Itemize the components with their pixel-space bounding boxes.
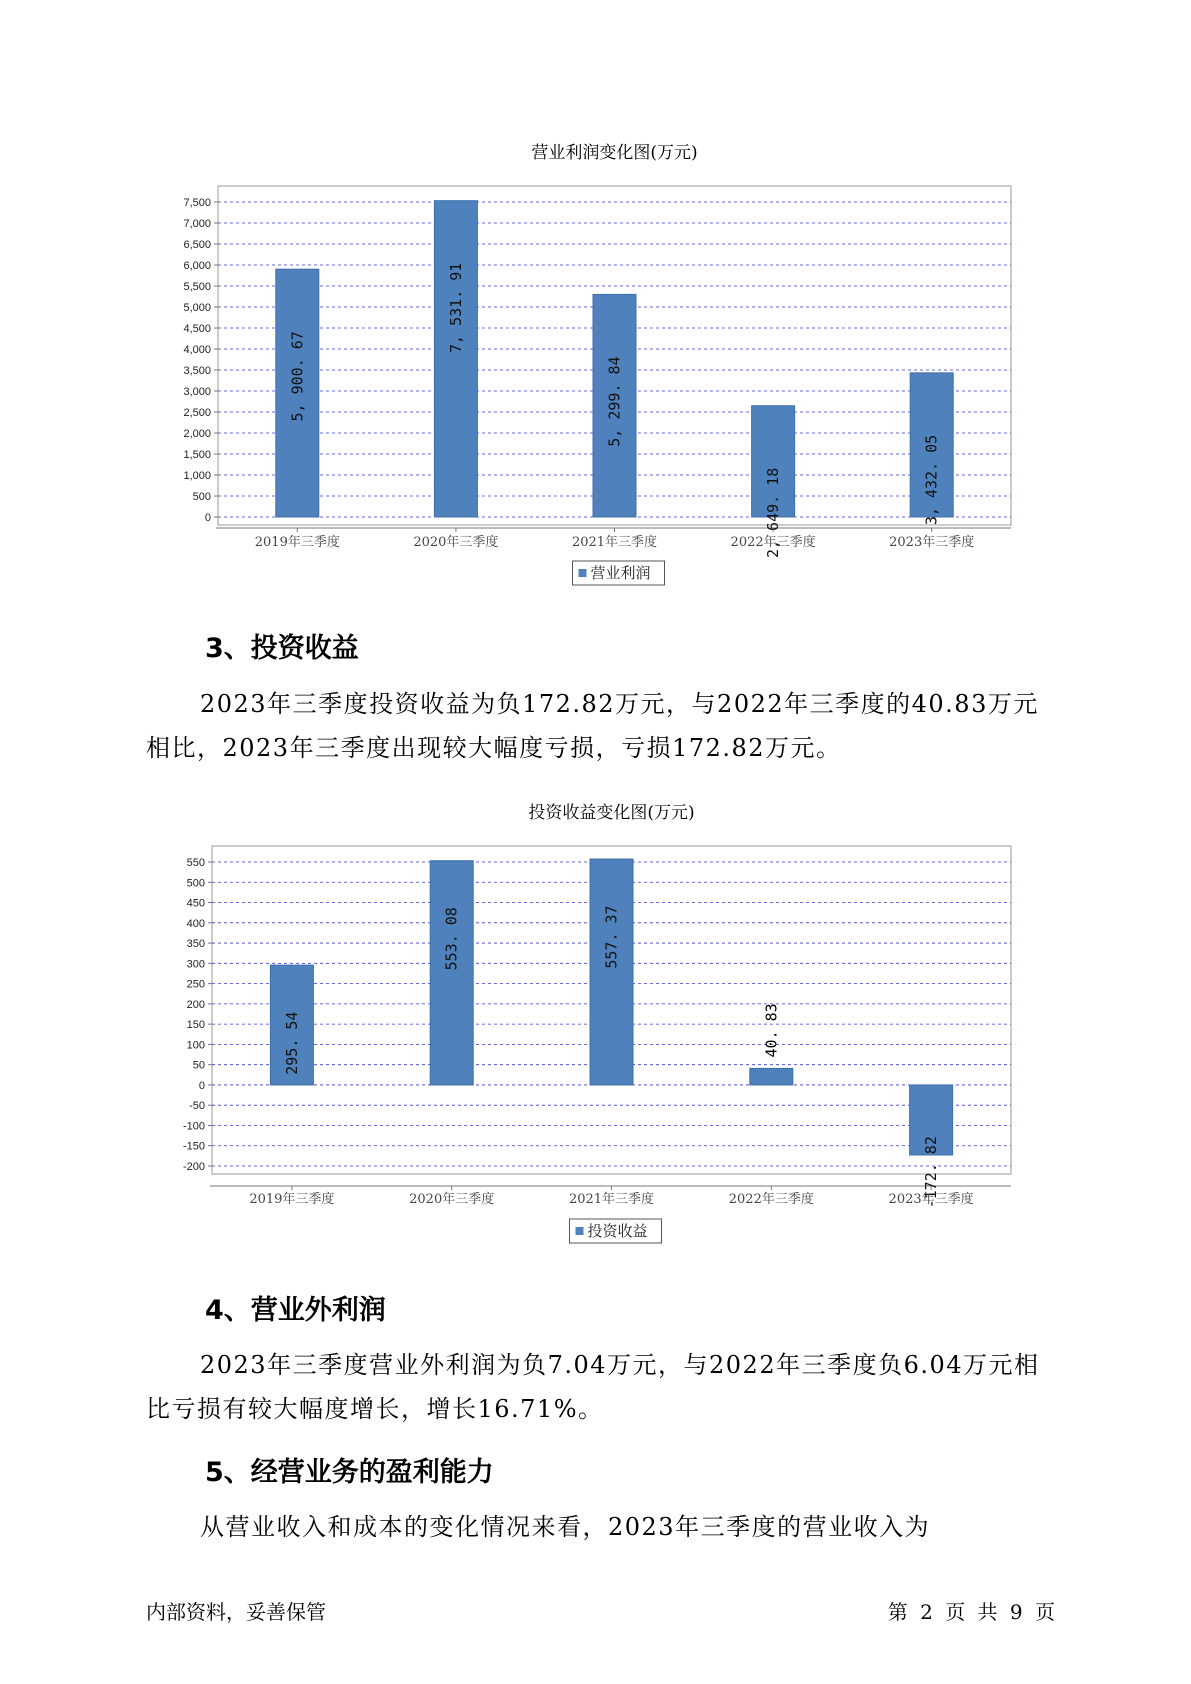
data-label: 557. 37 — [602, 905, 621, 969]
y-tick-label: 550 — [186, 857, 205, 869]
legend-label: 营业利润 — [590, 564, 651, 582]
x-tick-label: 2020年三季度 — [413, 535, 499, 550]
y-tick-label: 300 — [186, 958, 205, 971]
y-tick-label: 4,500 — [183, 323, 211, 335]
data-label: 553. 08 — [442, 907, 461, 971]
section-heading-investment-income: 3、投资收益 — [205, 633, 359, 664]
y-tick-label: 2,500 — [183, 407, 211, 419]
y-tick-label: 3,500 — [183, 365, 211, 377]
y-tick-label: -200 — [182, 1161, 205, 1173]
x-tick-label: 2022年三季度 — [728, 1192, 814, 1207]
y-tick-label: 5,500 — [183, 281, 211, 293]
data-label: 5, 299. 84 — [605, 356, 624, 447]
bar — [590, 859, 633, 1085]
y-tick-label: 350 — [186, 938, 205, 951]
y-tick-label: 200 — [186, 998, 205, 1011]
x-tick-label: 2020年三季度 — [409, 1192, 495, 1207]
bar — [430, 861, 473, 1085]
y-tick-label: 5,000 — [183, 302, 211, 314]
y-tick-label: 500 — [192, 491, 211, 503]
y-tick-label: 6,000 — [183, 260, 211, 272]
y-tick-label: 0 — [198, 1079, 205, 1092]
y-tick-label: 100 — [186, 1039, 205, 1052]
x-tick-label: 2021年三季度 — [568, 1192, 655, 1207]
y-tick-label: 7,500 — [183, 197, 211, 209]
x-tick-label: 2021年三季度 — [571, 535, 658, 550]
footer-page-number: 第 2 页 共 9 页 — [887, 1600, 1055, 1624]
chart-title: 营业利润变化图(万元) — [531, 143, 698, 163]
data-label: 5, 900. 67 — [288, 331, 307, 422]
paragraph-profitability: 从营业收入和成本的变化情况来看，2023年三季度的营业收入为 — [200, 1513, 931, 1541]
x-tick-label: 2019年三季度 — [249, 1192, 335, 1207]
y-tick-label: 50 — [192, 1059, 205, 1072]
y-tick-label: 250 — [186, 978, 205, 991]
paragraph-non-operating-profit: 2023年三季度营业外利润为负7.04万元，与2022年三季度负6.04万元相比亏损有较大幅度增长，增长16.71%。 — [146, 1351, 1040, 1423]
y-tick-label: 0 — [204, 512, 211, 524]
y-tick-label: -150 — [182, 1140, 205, 1153]
chart-title: 投资收益变化图(万元) — [528, 803, 695, 823]
y-tick-label: -50 — [189, 1100, 205, 1113]
data-label: 295. 54 — [282, 1011, 301, 1075]
section-heading-profitability: 5、经营业务的盈利能力 — [205, 1457, 494, 1488]
paragraph-investment-income: 2023年三季度投资收益为负172.82万元，与2022年三季度的40.83万元相比，2023年三季度出现较大幅度亏损，亏损172.82万元。 — [146, 690, 1039, 762]
y-tick-label: 3,000 — [183, 386, 211, 398]
data-label: 2, 649. 18 — [764, 467, 783, 559]
y-tick-label: 500 — [186, 877, 205, 890]
data-label: 40. 83 — [762, 1003, 781, 1058]
x-tick-label: 2023年三季度 — [888, 1192, 974, 1207]
y-tick-label: 6,500 — [183, 239, 211, 251]
y-tick-label: 1,500 — [183, 449, 211, 461]
y-tick-label: 150 — [186, 1019, 205, 1032]
y-tick-label: 7,000 — [183, 218, 211, 230]
y-tick-label: 1,000 — [183, 470, 211, 482]
y-tick-label: 450 — [186, 897, 205, 910]
y-tick-label: 2,000 — [183, 428, 211, 440]
y-tick-label: -100 — [182, 1120, 205, 1133]
legend-swatch — [576, 1227, 584, 1235]
x-tick-label: 2019年三季度 — [254, 535, 340, 550]
bar — [750, 1068, 793, 1085]
x-tick-label: 2022年三季度 — [730, 535, 816, 550]
y-tick-label: 400 — [186, 917, 205, 930]
data-label: -172. 82 — [922, 1136, 941, 1209]
section-heading-non-operating-profit: 4、营业外利润 — [205, 1295, 386, 1326]
data-label: 7, 531. 91 — [446, 262, 465, 353]
footer-confidential-note: 内部资料，妥善保管 — [146, 1600, 326, 1624]
data-label: 3, 432. 05 — [922, 434, 941, 526]
y-tick-label: 4,000 — [183, 344, 211, 356]
x-tick-label: 2023年三季度 — [889, 535, 975, 550]
legend-label: 投资收益 — [587, 1222, 648, 1240]
